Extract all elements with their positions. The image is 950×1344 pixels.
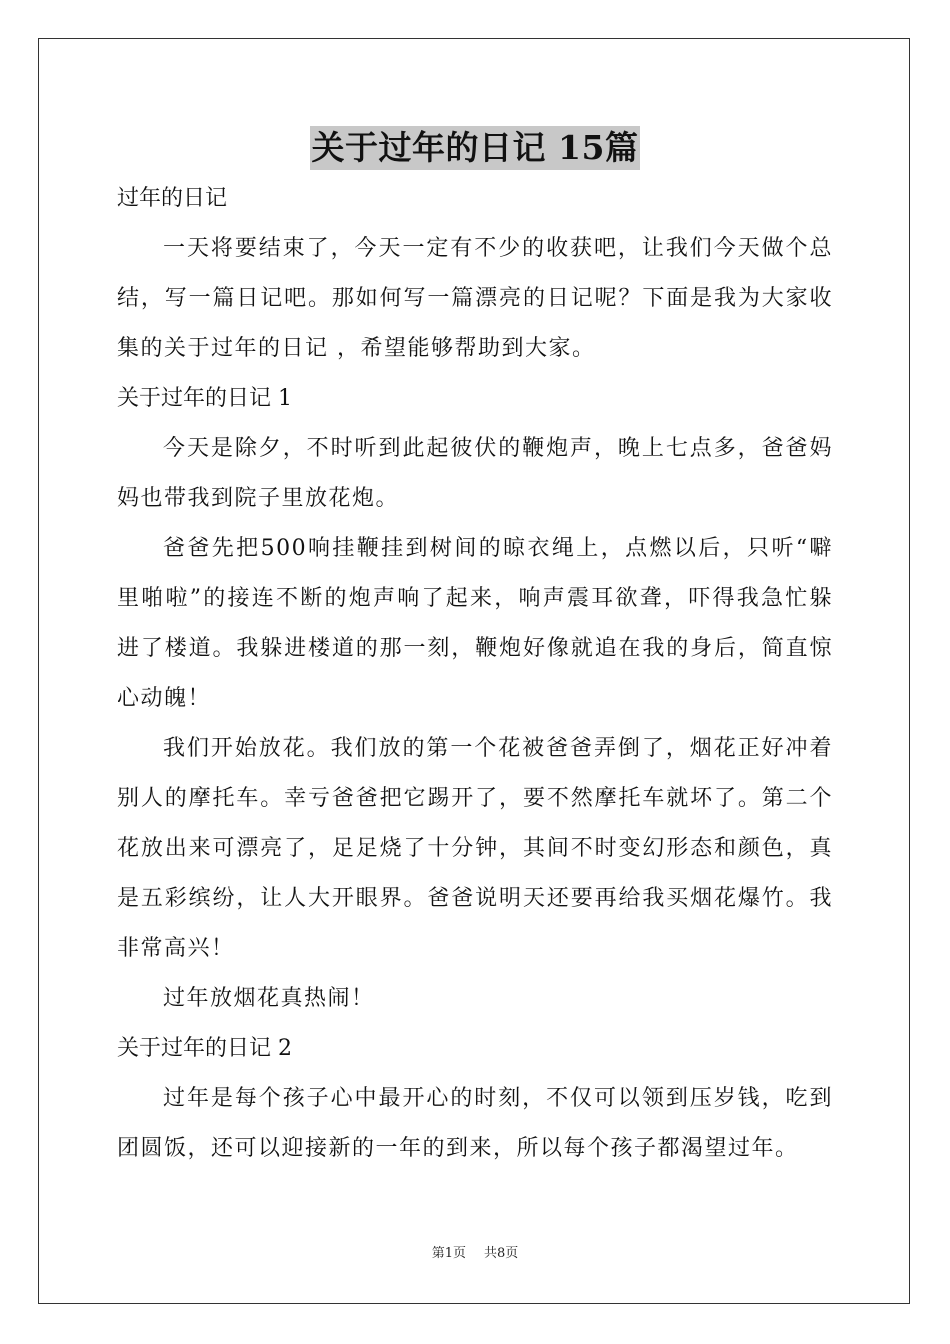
page-number: 第1页: [431, 1246, 466, 1261]
section-heading: 过年的日记: [117, 186, 228, 211]
title-container: [0, 126, 950, 170]
paragraph: 今天是除夕，不时听到此起彼伏的鞭炮声，晚上七点多，爸爸妈妈也带我到院子里放花炮。: [117, 436, 833, 511]
paragraph: 过年是每个孩子心中最开心的时刻，不仅可以领到压岁钱，吃到团圆饭，还可以迎接新的一年的到来，所以每个孩子都渴望过年。: [117, 1086, 833, 1161]
page-total: 共8页: [484, 1246, 519, 1261]
section-heading: 关于过年的日记 2: [117, 1036, 292, 1061]
document-title: 关于过年的日记 15篇: [310, 126, 641, 170]
page-footer: [0, 1244, 950, 1264]
paragraph: 我们开始放花。我们放的第一个花被爸爸弄倒了，烟花正好冲着别人的摩托车。幸亏爸爸把它踢开了，要不然摩托车就坏了。第二个花放出来可漂亮了，足足烧了十分钟，其间不时变幻形态和颜色，真是五彩缤纷，让人大开眼界。爸爸说明天还要再给我买烟花爆竹。我非常高兴！: [117, 736, 833, 961]
paragraph: 过年放烟花真热闹！: [163, 986, 375, 1011]
paragraph: 爸爸先把500响挂鞭挂到树间的晾衣绳上，点燃以后，只听“噼里啪啦”的接连不断的炮声响了起来，响声震耳欲聋，吓得我急忙躲进了楼道。我躲进楼道的那一刻，鞭炮好像就追在我的身后，简直惊心动魄！: [117, 536, 833, 711]
section-heading: 关于过年的日记 1: [117, 386, 292, 411]
document-body: [117, 174, 833, 1174]
paragraph: 一天将要结束了，今天一定有不少的收获吧，让我们今天做个总结，写一篇日记吧。那如何写一篇漂亮的日记呢？下面是我为大家收集的关于过年的日记 ，希望能够帮助到大家。: [117, 236, 833, 361]
